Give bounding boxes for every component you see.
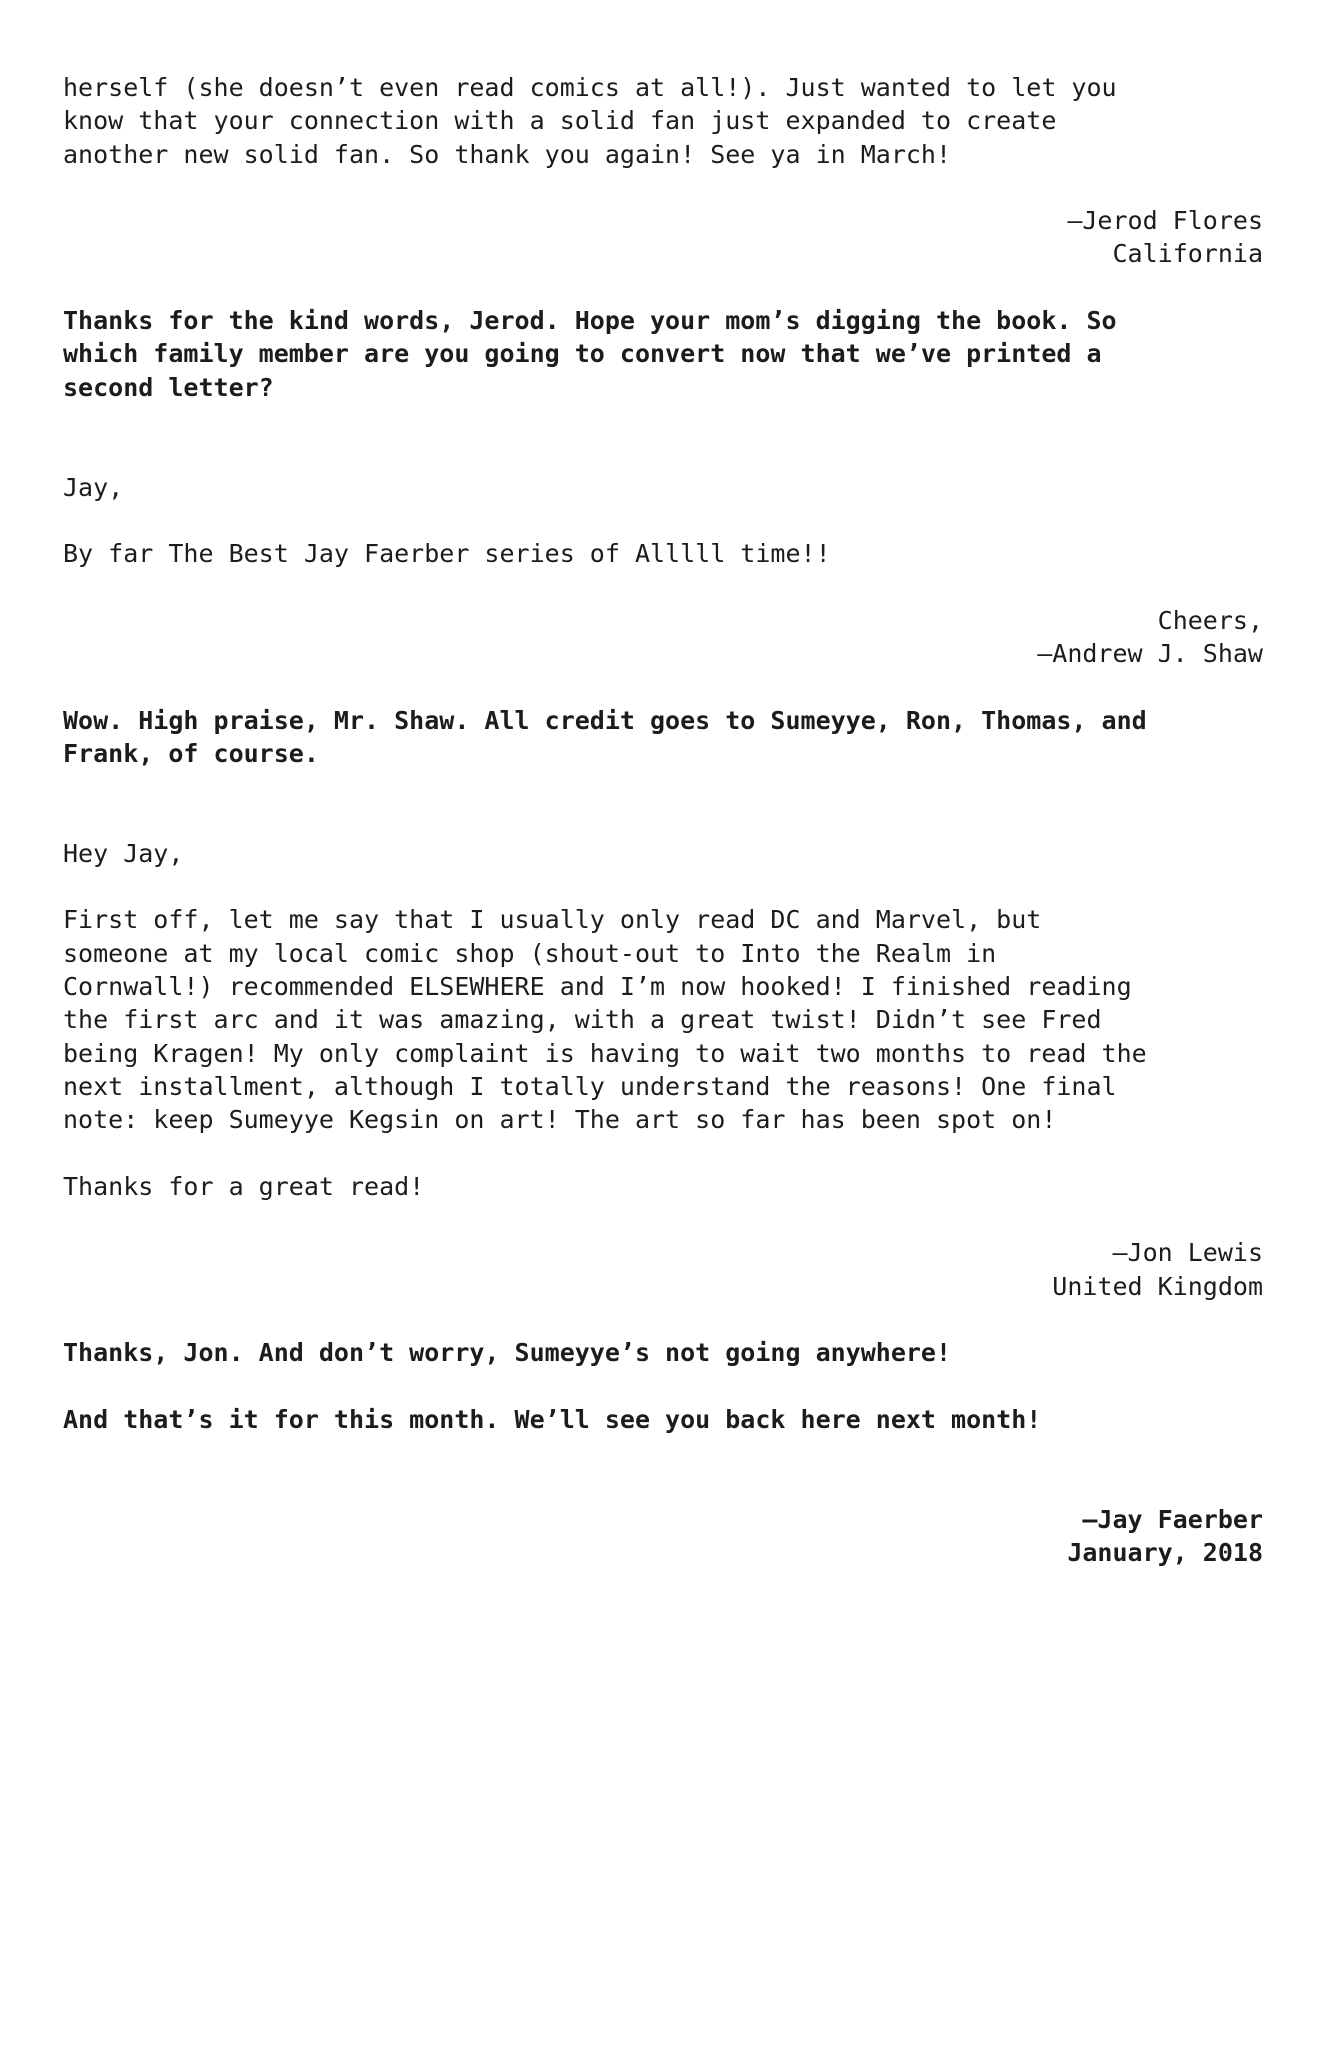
letter-1-reply (63, 304, 1263, 404)
text-line: Thanks, Jon. And don’t worry, Sumeyye’s not going anywhere! (63, 1338, 952, 1368)
text-line: By far The Best Jay Faerber series of Alllll time!! (63, 539, 831, 569)
letter-2-salutation (63, 471, 1263, 504)
editor-name: —Jay Faerber (1082, 1504, 1263, 1534)
letter-1-body (63, 71, 1263, 171)
signature-name: —Jon Lewis (1112, 1238, 1263, 1268)
letter-2-signature (63, 604, 1263, 671)
closing-line: Thanks for a great read! (63, 1171, 425, 1201)
signature-closing: Cheers, (1157, 605, 1263, 635)
salutation: Hey Jay, (63, 838, 184, 868)
text-line: know that your connection with a solid fan just expanded to create (63, 106, 1057, 136)
outro (63, 1403, 1263, 1436)
text-line: Frank, of course. (63, 738, 319, 768)
text-line: Cornwall!) recommended ELSEWHERE and I’m now hooked! I finished reading (63, 972, 1132, 1002)
spacer (63, 1469, 1263, 1502)
outro-line: And that’s it for this month. We’ll see you back here next month! (63, 1404, 1042, 1434)
text-line: note: keep Sumeyye Kegsin on art! The art so far has been spot on! (63, 1105, 1057, 1135)
letter-3-body (63, 903, 1263, 1136)
editor-signature (63, 1503, 1263, 1570)
text-line: herself (she doesn’t even read comics at all!). Just wanted to let you (63, 73, 1117, 102)
text-line: someone at my local comic shop (shout-out to Into the Realm in (63, 938, 997, 968)
text-line: second letter? (63, 372, 274, 402)
spacer (63, 437, 1263, 470)
signature-date: January, 2018 (1067, 1538, 1263, 1568)
letter-2-reply (63, 704, 1263, 771)
text-line: which family member are you going to convert now that we’ve printed a (63, 339, 1102, 369)
text-line: Thanks for the kind words, Jerod. Hope your mom’s digging the book. So (63, 306, 1117, 336)
text-line: the first arc and it was amazing, with a great twist! Didn’t see Fred (63, 1005, 1102, 1035)
signature-location: United Kingdom (1052, 1271, 1263, 1301)
signature-location: California (1112, 239, 1263, 269)
text-line: next installment, although I totally understand the reasons! One final (63, 1071, 1117, 1101)
signature-name: —Jerod Flores (1067, 206, 1263, 236)
letter-3-closing (63, 1170, 1263, 1203)
text-line: being Kragen! My only complaint is having to wait two months to read the (63, 1038, 1147, 1068)
text-line: another new solid fan. So thank you again! See ya in March! (63, 139, 952, 169)
letter-1-signature (63, 204, 1263, 271)
text-line: Wow. High praise, Mr. Shaw. All credit goes to Sumeyye, Ron, Thomas, and (63, 705, 1147, 735)
letter-3-salutation (63, 837, 1263, 870)
salutation: Jay, (63, 472, 124, 502)
letter-3-reply (63, 1336, 1263, 1369)
signature-name: —Andrew J. Shaw (1037, 639, 1263, 669)
letters-page (63, 71, 1263, 1603)
letter-2-body (63, 537, 1263, 570)
letter-3-signature (63, 1236, 1263, 1303)
text-line: First off, let me say that I usually only read DC and Marvel, but (63, 905, 1042, 935)
spacer (63, 804, 1263, 837)
